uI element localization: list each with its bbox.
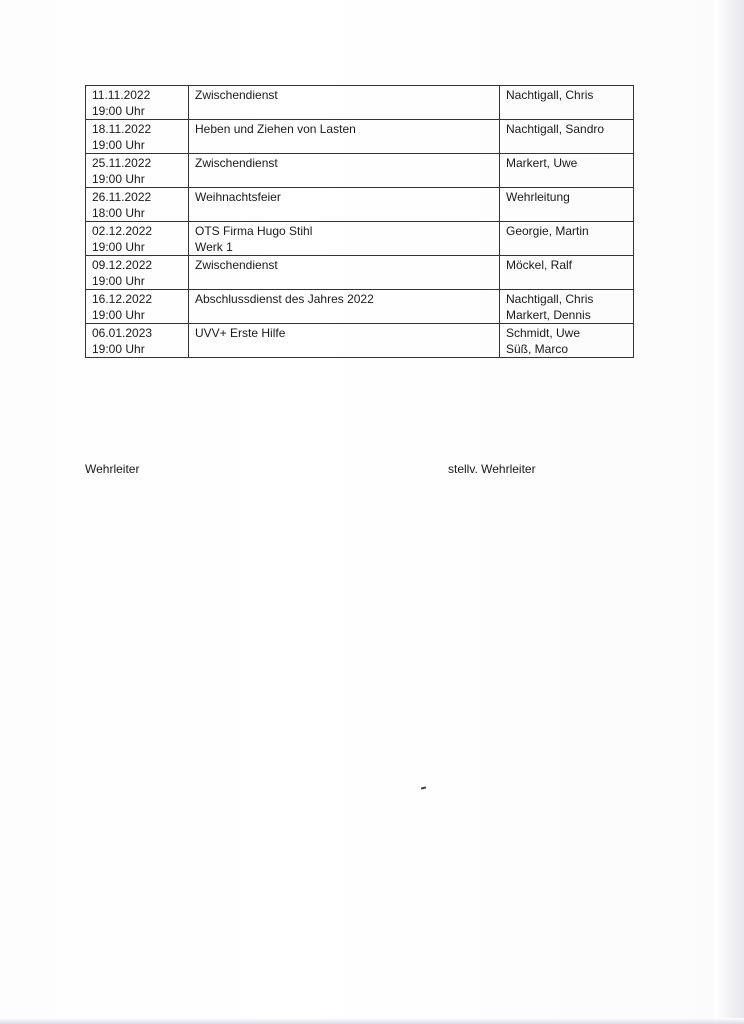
time-text: 19:00 Uhr [92,172,145,186]
date-cell [86,324,189,358]
topic-cell [189,290,500,324]
time-text: 19:00 Uhr [92,274,145,288]
date-text: 09.12.2022 [92,258,153,272]
lead-cell [500,324,634,358]
lead-cell [500,86,634,120]
topic-text: Zwischendienst [195,88,278,102]
date-cell [86,154,189,188]
topic-text: Heben und Ziehen von Lasten [195,122,356,136]
time-text: 19:00 Uhr [92,308,145,322]
date-cell [86,188,189,222]
lead-text: Möckel, Ralf [506,258,573,272]
topic-cell [189,324,500,358]
time-text: 19:00 Uhr [92,138,145,152]
time-text: 19:00 Uhr [92,104,145,118]
lead-cell [500,256,634,290]
table-row [86,222,634,256]
date-text: 26.11.2022 [92,190,152,204]
topic-text: Zwischendienst [195,258,278,272]
lead-text: Nachtigall, Chris [506,292,594,306]
table-row [86,120,634,154]
lead-text: Wehrleitung [506,190,570,204]
topic-cell [189,120,500,154]
lead-cell [500,222,634,256]
topic-text: Werk 1 [195,240,233,254]
date-cell [86,86,189,120]
table-row [86,154,634,188]
date-text: 02.12.2022 [92,224,153,238]
scan-edge-right [714,0,744,1024]
date-text: 16.12.2022 [92,292,153,306]
date-text: 11.11.2022 [92,88,151,102]
schedule-table-body [86,86,634,358]
lead-text: Georgie, Martin [506,224,589,238]
lead-text: Schmidt, Uwe [506,326,581,340]
date-cell [86,256,189,290]
topic-cell [189,222,500,256]
lead-cell [500,154,634,188]
date-text: 25.11.2022 [92,156,152,170]
topic-text: Weihnachtsfeier [195,190,281,204]
date-text: 06.01.2023 [92,326,153,340]
time-text: 18:00 Uhr [92,206,145,220]
topic-cell [189,188,500,222]
topic-cell [189,256,500,290]
table-row [86,290,634,324]
signature-label-wehrleiter: Wehrleiter [85,462,140,476]
time-text: 19:00 Uhr [92,342,145,356]
table-row [86,188,634,222]
date-text: 18.11.2022 [92,122,152,136]
lead-cell [500,120,634,154]
table-row [86,86,634,120]
topic-text: Zwischendienst [195,156,278,170]
date-cell [86,290,189,324]
lead-text: Markert, Dennis [506,308,591,322]
signature-label-stellv-wehrleiter: stellv. Wehrleiter [448,462,536,476]
topic-cell [189,86,500,120]
lead-text: Süß, Marco [506,342,569,356]
lead-cell [500,188,634,222]
scan-speck [421,786,426,789]
lead-text: Nachtigall, Sandro [506,122,605,136]
date-cell [86,222,189,256]
lead-cell [500,290,634,324]
lead-text: Nachtigall, Chris [506,88,594,102]
lead-text: Markert, Uwe [506,156,578,170]
table-row [86,324,634,358]
topic-text: OTS Firma Hugo Stihl [195,224,313,238]
scan-edge-bottom [0,1018,744,1024]
topic-text: Abschlussdienst des Jahres 2022 [195,292,374,306]
topic-cell [189,154,500,188]
time-text: 19:00 Uhr [92,240,145,254]
date-cell [86,120,189,154]
topic-text: UVV+ Erste Hilfe [195,326,286,340]
table-row [86,256,634,290]
schedule-table [85,85,634,358]
